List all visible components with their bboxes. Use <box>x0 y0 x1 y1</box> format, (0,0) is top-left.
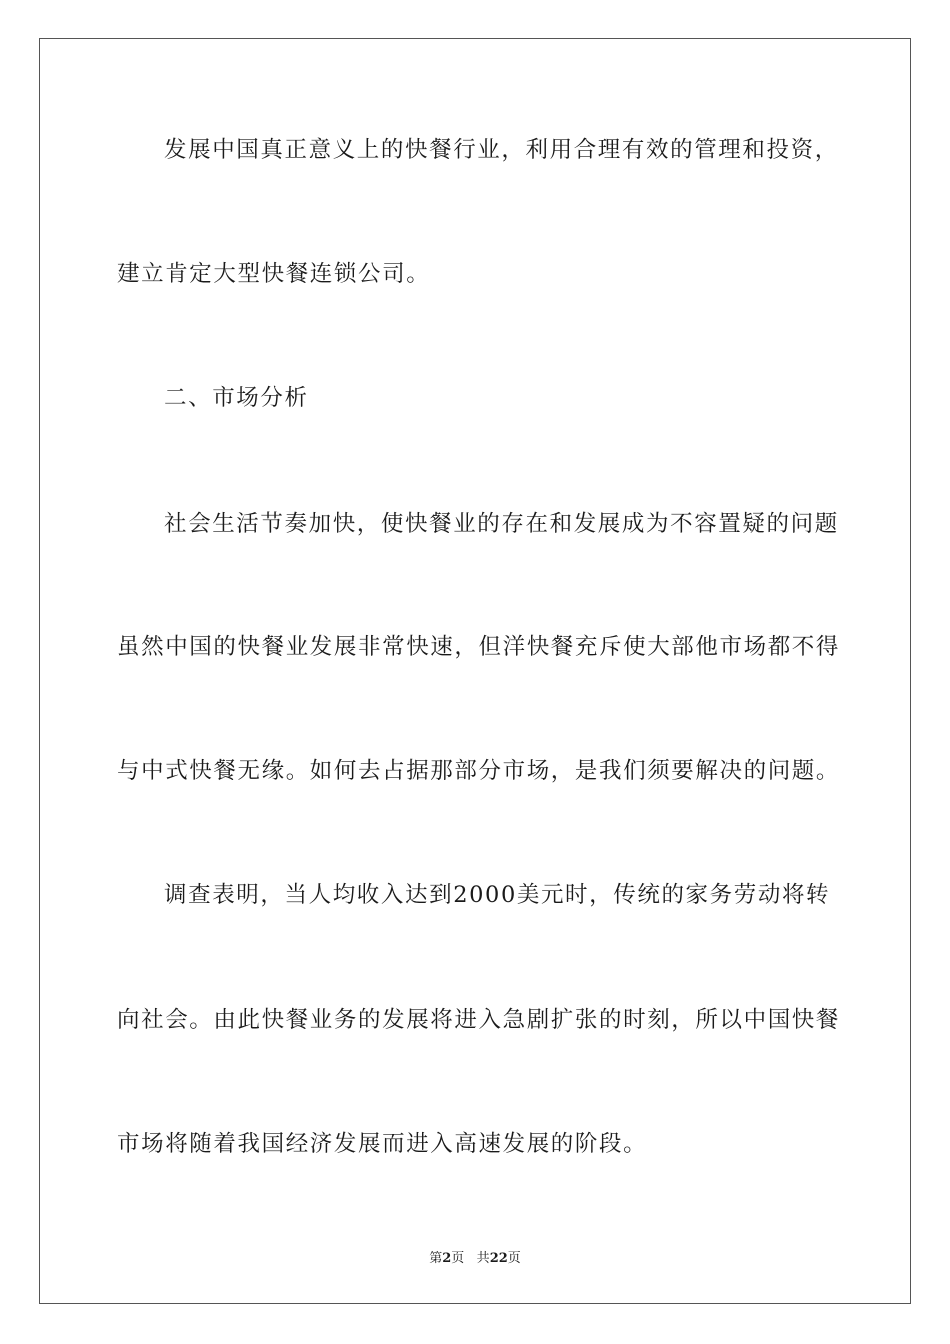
paragraph-line: 发展中国真正意义上的快餐行业，利用合理有效的管理和投资， <box>164 137 839 163</box>
total-pages-number: 22 <box>489 1251 508 1266</box>
current-page-number: 2 <box>442 1251 452 1266</box>
paragraph-line: 向社会。由此快餐业务的发展将进入急剧扩张的时刻，所以中国快餐 <box>117 1007 841 1033</box>
page-number-prefix: 第 <box>429 1251 443 1266</box>
paragraph-line: 市场将随着我国经济发展而进入高速发展的阶段。 <box>117 1131 648 1157</box>
section-heading: 二、市场分析 <box>164 385 309 411</box>
page-border <box>39 38 911 1304</box>
total-pages-prefix: 共 <box>476 1251 490 1266</box>
paragraph-line: 调查表明，当人均收入达到2000美元时，传统的家务劳动将转 <box>164 882 831 908</box>
paragraph-line: 与中式快餐无缘。如何去占据那部分市场，是我们须要解决的问题。 <box>117 758 841 784</box>
page-footer <box>0 1247 950 1266</box>
page-number-suffix: 页 <box>451 1251 465 1266</box>
total-pages-suffix: 页 <box>507 1251 521 1266</box>
paragraph-line: 社会生活节奏加快，使快餐业的存在和发展成为不容置疑的问题 <box>164 511 839 537</box>
paragraph-line: 虽然中国的快餐业发展非常快速，但洋快餐充斥使大部他市场都不得 <box>117 634 841 660</box>
paragraph-line: 建立肯定大型快餐连锁公司。 <box>117 261 431 287</box>
